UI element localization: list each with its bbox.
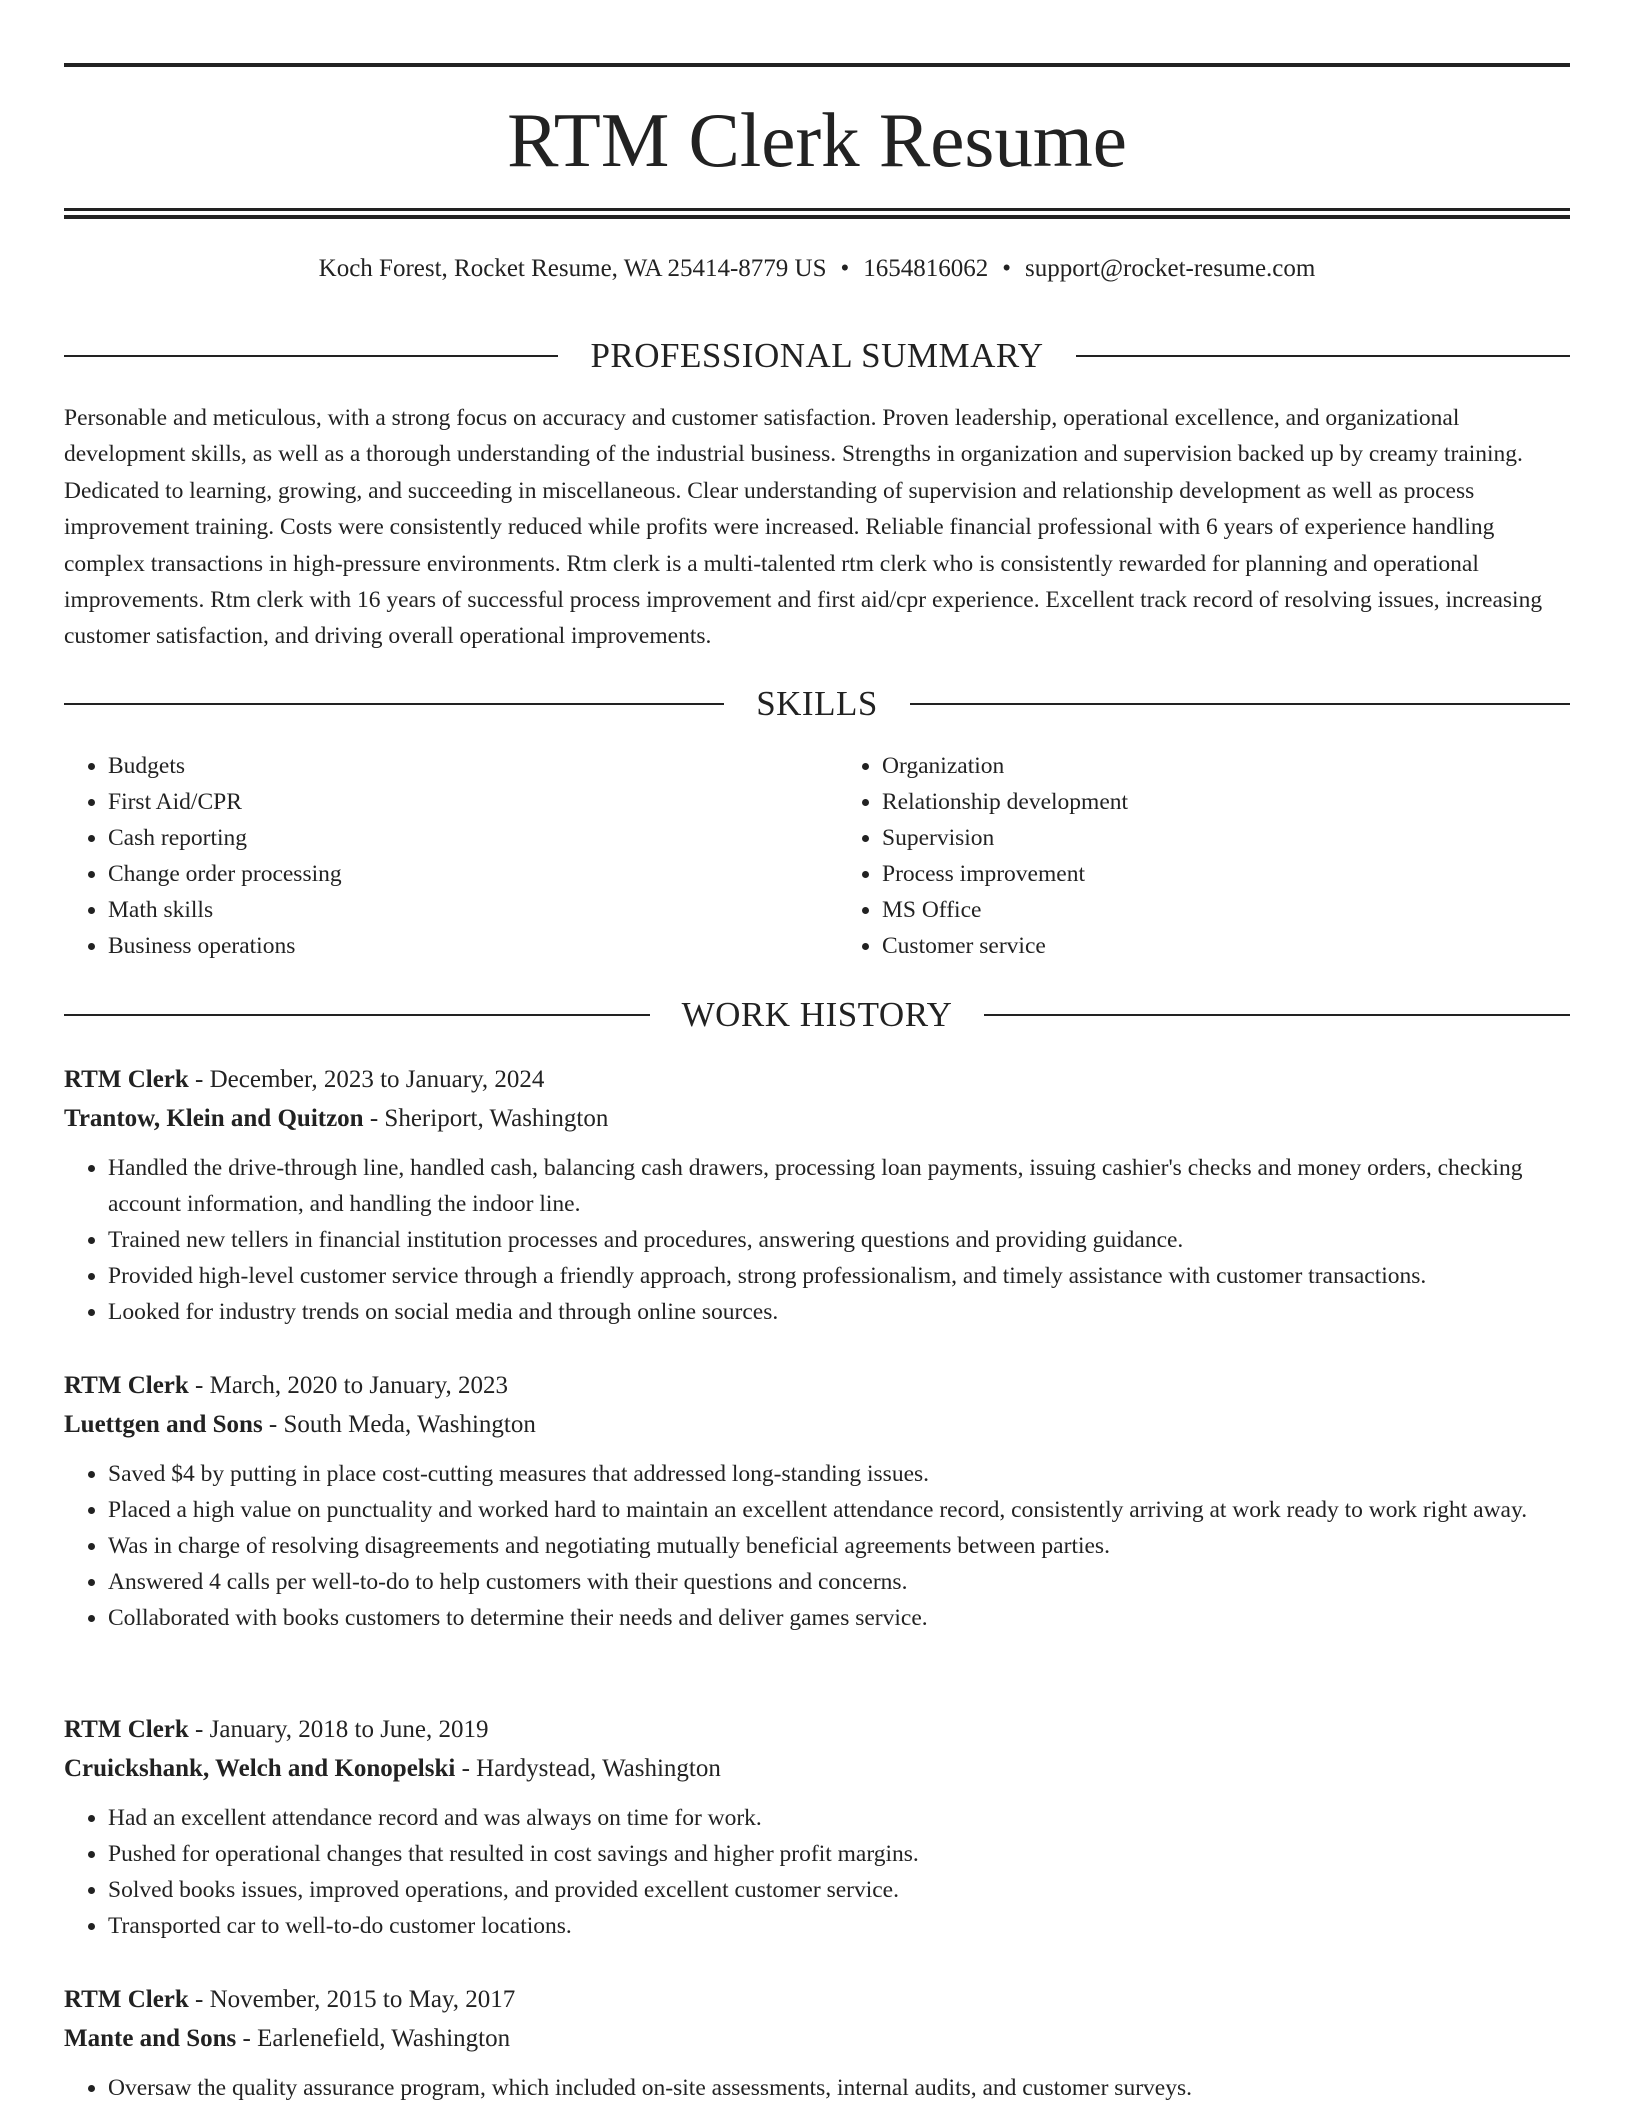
skill-item: • Cash reporting — [108, 820, 796, 856]
job-title-line: RTM Clerk - March, 2020 to January, 2023 — [64, 1372, 508, 1399]
job-bullet: • Saved $4 by putting in place cost-cutting measures that addressed long-standing issues. — [108, 1456, 1570, 1492]
job-bullet: • Provided high-level customer service through a friendly approach, strong professionalism, and timely assistance with customer transactions. — [108, 1258, 1570, 1294]
top-rule — [64, 63, 1570, 67]
job-entry — [64, 1366, 1570, 1636]
skill-item: • Change order processing — [108, 856, 796, 892]
job-bullet: • Answered 4 calls per well-to-do to help customers with their questions and concerns. — [108, 1564, 1570, 1600]
job-bullet: • Solved books issues, improved operations, and provided excellent customer service. — [108, 1872, 1570, 1908]
job-dates: December, 2023 to January, 2024 — [209, 1066, 545, 1093]
summary-heading: PROFESSIONAL SUMMARY — [590, 336, 1044, 375]
job-bullet: • Trained new tellers in financial institution processes and procedures, answering questions and providing guidance. — [108, 1222, 1570, 1258]
job-title-line: RTM Clerk - November, 2015 to May, 2017 — [64, 1986, 516, 2013]
job-company: Mante and Sons — [64, 2025, 237, 2052]
job-bullet: • Oversaw the quality assurance program, which included on-site assessments, internal audits, and customer surveys. — [108, 2070, 1570, 2106]
job-title: RTM Clerk — [64, 1372, 189, 1399]
job-company-line: Trantow, Klein and Quitzon - Sheriport, Washington — [64, 1105, 609, 1132]
contact-email: support@rocket-resume.com — [1025, 255, 1316, 282]
title-rule-upper — [64, 208, 1570, 211]
job-company-line: Cruickshank, Welch and Konopelski - Hardystead, Washington — [64, 1755, 721, 1782]
contact-separator: • — [840, 255, 850, 282]
job-title: RTM Clerk — [64, 1066, 189, 1093]
work-section-heading — [64, 993, 1570, 1037]
work-heading: WORK HISTORY — [681, 995, 953, 1034]
job-bullet: • Transported car to well-to-do customer locations. — [108, 1908, 1570, 1944]
job-title-line: RTM Clerk - January, 2018 to June, 2019 — [64, 1716, 489, 1743]
skill-item: • Relationship development — [882, 784, 1570, 820]
job-bullet: • Collaborated with books customers to determine their needs and deliver games service. — [108, 1600, 1570, 1636]
skill-item: • Supervision — [882, 820, 1570, 856]
job-bullet: • Had an excellent attendance record and was always on time for work. — [108, 1800, 1570, 1836]
heading-rule-right — [1076, 355, 1570, 357]
job-entry — [64, 1710, 1570, 1944]
skill-item: • Budgets — [108, 748, 796, 784]
job-location: Hardystead, Washington — [476, 1755, 721, 1782]
job-bullets — [64, 1800, 1570, 1944]
job-location: South Meda, Washington — [283, 1411, 536, 1438]
job-bullet: • Looked for industry trends on social media and through online sources. — [108, 1294, 1570, 1330]
job-company: Luettgen and Sons — [64, 1411, 263, 1438]
job-dates: November, 2015 to May, 2017 — [209, 1986, 516, 2013]
job-bullets — [64, 1150, 1570, 1330]
job-title: RTM Clerk — [64, 1716, 189, 1743]
job-title: RTM Clerk — [64, 1986, 189, 2013]
heading-rule-right — [910, 703, 1570, 705]
job-bullet: • Handled the drive-through line, handled cash, balancing cash drawers, processing loan payments, issuing cashier's checks and money orders, checking account information, and handling the indoor line. — [108, 1150, 1570, 1222]
contact-separator: • — [1002, 255, 1012, 282]
professional-summary: Personable and meticulous, with a strong focus on accuracy and customer satisfaction. Proven leadership, operational excellence, and organizational development skills, as well as a thorough understanding of the industrial business. Strengths in organization and supervision backed up by creamy training. Dedicated to learning, growing, and succeeding in miscellaneous. Clear understanding of supervision and relationship development as well as process improvement training. Costs were consistently reduced while profits were increased. Reliable financial professional with 6 years of experience handling complex transactions in high-pressure environments. Rtm clerk is a multi-talented rtm clerk who is consistently rewarded for planning and operational improvements. Rtm clerk with 16 years of successful process improvement and first aid/cpr experience. Excellent track record of resolving issues, increasing customer satisfaction, and driving overall operational improvements. — [64, 405, 1543, 650]
job-entry — [64, 1980, 1570, 2106]
job-entry — [64, 1060, 1570, 1330]
skill-item: • MS Office — [882, 892, 1570, 928]
skill-item: • Math skills — [108, 892, 796, 928]
heading-rule-right — [984, 1014, 1570, 1016]
job-company: Cruickshank, Welch and Konopelski — [64, 1755, 456, 1782]
title-rule-lower — [64, 215, 1570, 219]
heading-rule-left — [64, 703, 724, 705]
skill-item: • Customer service — [882, 928, 1570, 964]
skills-column-left — [64, 748, 796, 964]
skills-heading: SKILLS — [756, 684, 878, 723]
job-dates: January, 2018 to June, 2019 — [209, 1716, 489, 1743]
contact-line — [64, 252, 1570, 286]
skills-list — [64, 748, 1570, 964]
job-location: Earlenefield, Washington — [257, 2025, 511, 2052]
job-title-line: RTM Clerk - December, 2023 to January, 2024 — [64, 1066, 545, 1093]
job-bullet: • Pushed for operational changes that resulted in cost savings and higher profit margins. — [108, 1836, 1570, 1872]
skills-section-heading — [64, 682, 1570, 726]
job-location: Sheriport, Washington — [384, 1105, 609, 1132]
skill-item: • Organization — [882, 748, 1570, 784]
job-dates: March, 2020 to January, 2023 — [209, 1372, 508, 1399]
heading-rule-left — [64, 355, 558, 357]
skills-column-right — [838, 748, 1570, 964]
skill-item: • First Aid/CPR — [108, 784, 796, 820]
resume-title: RTM Clerk Resume — [507, 97, 1127, 183]
job-bullet: • Was in charge of resolving disagreements and negotiating mutually beneficial agreements between parties. — [108, 1528, 1570, 1564]
job-bullets — [64, 2070, 1570, 2106]
job-bullet: • Placed a high value on punctuality and worked hard to maintain an excellent attendance record, consistently arriving at work ready to work right away. — [108, 1492, 1570, 1528]
heading-rule-left — [64, 1014, 650, 1016]
contact-phone: 1654816062 — [863, 255, 989, 282]
job-bullets — [64, 1456, 1570, 1636]
job-company: Trantow, Klein and Quitzon — [64, 1105, 364, 1132]
job-company-line: Mante and Sons - Earlenefield, Washington — [64, 2025, 511, 2052]
contact-address: Koch Forest, Rocket Resume, WA 25414-8779 US — [318, 255, 827, 282]
summary-section-heading — [64, 334, 1570, 378]
skill-item: • Business operations — [108, 928, 796, 964]
job-company-line: Luettgen and Sons - South Meda, Washington — [64, 1411, 536, 1438]
skill-item: • Process improvement — [882, 856, 1570, 892]
